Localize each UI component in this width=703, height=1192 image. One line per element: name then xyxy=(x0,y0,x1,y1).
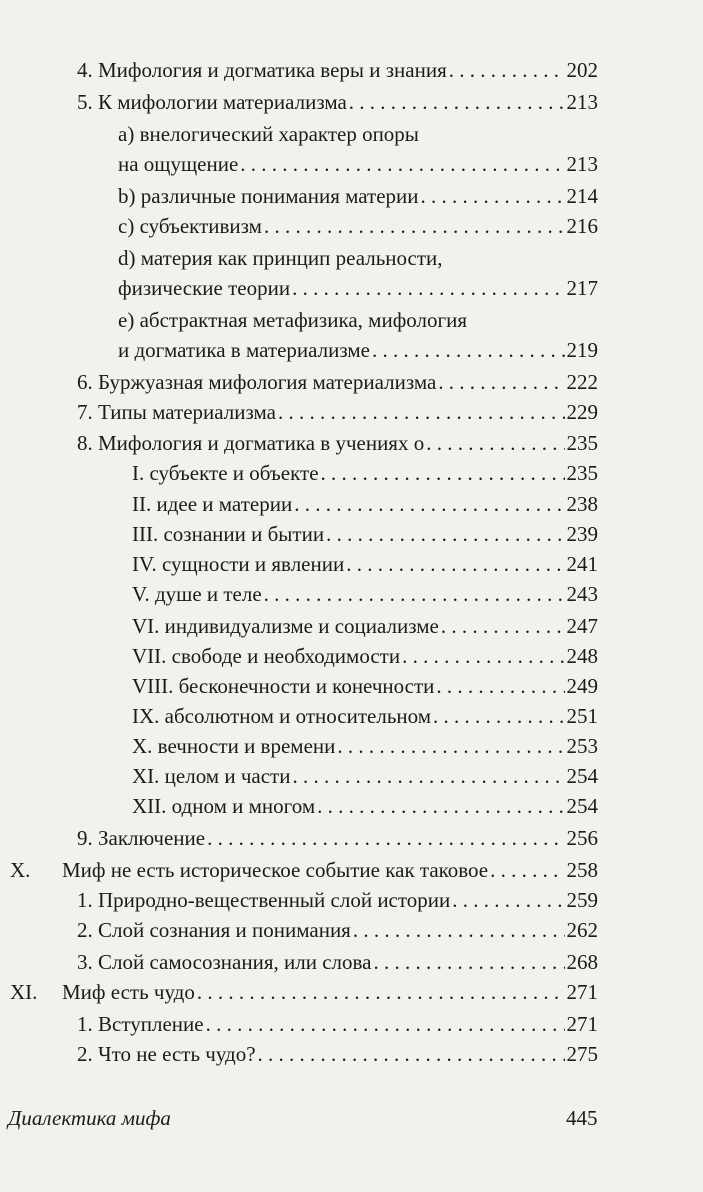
toc-label: Миф не есть историческое событие как таковое xyxy=(62,858,489,882)
toc-page-number: 258 xyxy=(566,858,598,882)
toc-page-number: 253 xyxy=(566,734,598,758)
toc-row xyxy=(0,854,598,886)
toc-label: и догматика в материализме xyxy=(118,338,370,362)
toc-label: 1. Природно-вещественный слой истории xyxy=(77,888,451,912)
toc-page-number: 217 xyxy=(566,276,598,300)
toc-row xyxy=(0,946,598,978)
toc-label: 6. Буржуазная мифология материализма xyxy=(77,370,437,394)
dot-leader xyxy=(433,700,564,732)
toc-entry xyxy=(118,242,443,274)
toc-row xyxy=(0,822,598,854)
toc-entry xyxy=(77,1008,598,1040)
dot-leader xyxy=(258,1038,565,1070)
toc-entry xyxy=(132,457,598,489)
toc-page-number: 262 xyxy=(566,918,598,942)
toc-row xyxy=(0,760,598,792)
dot-leader xyxy=(278,396,565,428)
toc-page-number: 271 xyxy=(566,980,598,1004)
toc-row xyxy=(0,1008,598,1040)
toc-row xyxy=(0,790,598,822)
toc-row xyxy=(0,272,598,304)
toc-row xyxy=(0,578,598,610)
toc-label: VI. индивидуализме и социализме xyxy=(132,614,439,638)
toc-entry xyxy=(62,976,598,1008)
chapter-number: XI. xyxy=(10,980,38,1004)
toc-page-number: 213 xyxy=(566,90,598,114)
dot-leader xyxy=(490,854,564,886)
toc-page-number: 229 xyxy=(566,400,598,424)
toc-entry xyxy=(118,180,598,212)
toc-row xyxy=(0,118,598,150)
toc-label: V. душе и теле xyxy=(132,582,262,606)
toc-label: d) материя как принцип реальности, xyxy=(118,246,443,270)
toc-page-number: 254 xyxy=(566,764,598,788)
toc-page-number: 254 xyxy=(566,794,598,818)
toc-entry xyxy=(62,854,598,886)
toc-label: на ощущение xyxy=(118,152,239,176)
dot-leader xyxy=(353,914,565,946)
toc-label: VIII. бесконечности и конечности xyxy=(132,674,435,698)
toc-entry xyxy=(118,210,598,242)
toc-label: 3. Слой самосознания, или слова xyxy=(77,950,372,974)
toc-label: c) субъективизм xyxy=(118,214,262,238)
dot-leader xyxy=(373,946,564,978)
toc-page-number: 271 xyxy=(566,1012,598,1036)
toc-label: a) внелогический характер опоры xyxy=(118,122,419,146)
toc-label: 5. К мифологии материализма xyxy=(77,90,347,114)
toc-row xyxy=(0,488,598,520)
toc-label: 4. Мифология и догматика веры и знания xyxy=(77,58,447,82)
dot-leader xyxy=(264,210,565,242)
toc-page-number: 247 xyxy=(566,614,598,638)
toc-entry xyxy=(118,148,598,180)
toc-row xyxy=(0,640,598,672)
dot-leader xyxy=(292,272,564,304)
toc-row xyxy=(0,210,598,242)
dot-leader xyxy=(441,610,565,642)
toc-page-number: 259 xyxy=(566,888,598,912)
toc-row xyxy=(0,54,598,86)
toc-entry xyxy=(132,518,598,550)
toc-row xyxy=(0,304,598,336)
toc-label: e) абстрактная метафизика, мифология xyxy=(118,308,468,332)
toc-label: I. субъекте и объекте xyxy=(132,461,319,485)
toc-entry xyxy=(77,86,598,118)
toc-row xyxy=(0,148,598,180)
toc-page-number: 235 xyxy=(566,431,598,455)
toc-page-number: 249 xyxy=(566,674,598,698)
dot-leader xyxy=(207,822,564,854)
toc-row xyxy=(0,1038,598,1070)
dot-leader xyxy=(337,730,564,762)
toc-row xyxy=(0,518,598,550)
toc-page-number: 243 xyxy=(566,582,598,606)
dot-leader xyxy=(438,366,564,398)
toc-label: IX. абсолютном и относительном xyxy=(132,704,432,728)
dot-leader xyxy=(326,518,564,550)
toc-label: IV. сущности и явлении xyxy=(132,552,345,576)
chapter-number: X. xyxy=(10,858,31,882)
dot-leader xyxy=(206,1008,565,1040)
toc-page-number: 256 xyxy=(566,826,598,850)
toc-row xyxy=(0,396,598,428)
toc-label: III. сознании и бытии xyxy=(132,522,325,546)
folio-page-number: 445 xyxy=(566,1106,598,1130)
toc-label: b) различные понимания материи xyxy=(118,184,419,208)
toc-row xyxy=(0,914,598,946)
dot-leader xyxy=(452,884,564,916)
toc-entry xyxy=(132,700,598,732)
toc-row xyxy=(0,670,598,702)
toc-row xyxy=(0,242,598,274)
toc-entry xyxy=(77,914,598,946)
toc-label: 2. Слой сознания и понимания xyxy=(77,918,351,942)
toc-entry xyxy=(77,884,598,916)
toc-row xyxy=(0,457,598,489)
dot-leader xyxy=(294,488,564,520)
toc-entry xyxy=(77,946,598,978)
toc-entry xyxy=(118,334,598,366)
toc-page-number: 251 xyxy=(566,704,598,728)
toc-row xyxy=(0,700,598,732)
toc-label: 2. Что не есть чудо? xyxy=(77,1042,256,1066)
toc-row xyxy=(0,427,598,459)
toc-entry xyxy=(77,54,598,86)
toc-entry xyxy=(132,730,598,762)
toc-row xyxy=(0,548,598,580)
toc-row xyxy=(0,86,598,118)
toc-row xyxy=(0,366,598,398)
toc-entry xyxy=(77,822,598,854)
toc-row xyxy=(0,884,598,916)
toc-page-number: 248 xyxy=(566,644,598,668)
toc-page-number: 202 xyxy=(566,58,598,82)
toc-page-number: 275 xyxy=(566,1042,598,1066)
dot-leader xyxy=(402,640,564,672)
toc-page-number: 222 xyxy=(566,370,598,394)
toc-entry xyxy=(132,790,598,822)
toc-entry xyxy=(118,272,598,304)
toc-entry xyxy=(132,578,598,610)
dot-leader xyxy=(421,180,565,212)
toc-page-number: 219 xyxy=(566,338,598,362)
toc-entry xyxy=(77,427,598,459)
toc-page-number: 213 xyxy=(566,152,598,176)
toc-label: II. идее и материи xyxy=(132,492,293,516)
toc-label: Миф есть чудо xyxy=(62,980,195,1004)
dot-leader xyxy=(317,790,564,822)
dot-leader xyxy=(292,760,564,792)
toc-page-number: 268 xyxy=(566,950,598,974)
dot-leader xyxy=(436,670,564,702)
toc-entry xyxy=(77,396,598,428)
toc-label: 8. Мифология и догматика в учениях о xyxy=(77,431,425,455)
toc-row xyxy=(0,976,598,1008)
toc-entry xyxy=(118,118,419,150)
toc-row xyxy=(0,730,598,762)
running-footer-title: Диалектика мифа xyxy=(8,1106,171,1130)
toc-label: XII. одном и многом xyxy=(132,794,316,818)
toc-label: X. вечности и времени xyxy=(132,734,336,758)
toc-label: VII. свободе и необходимости xyxy=(132,644,401,668)
dot-leader xyxy=(264,578,565,610)
dot-leader xyxy=(426,427,564,459)
toc-page-number: 238 xyxy=(566,492,598,516)
toc-label: 9. Заключение xyxy=(77,826,206,850)
toc-page-number: 241 xyxy=(566,552,598,576)
dot-leader xyxy=(372,334,565,366)
dot-leader xyxy=(321,457,565,489)
toc-row xyxy=(0,610,598,642)
toc-label: XI. целом и части xyxy=(132,764,291,788)
toc-entry xyxy=(132,640,598,672)
toc-entry xyxy=(132,548,598,580)
toc-entry xyxy=(132,760,598,792)
toc-entry xyxy=(132,488,598,520)
dot-leader xyxy=(197,976,565,1008)
dot-leader xyxy=(346,548,564,580)
toc-page-number: 235 xyxy=(566,461,598,485)
toc-label: 7. Типы материализма xyxy=(77,400,276,424)
toc-entry xyxy=(132,670,598,702)
dot-leader xyxy=(240,148,564,180)
toc-entry xyxy=(132,610,598,642)
toc-row xyxy=(0,180,598,212)
toc-label: 1. Вступление xyxy=(77,1012,204,1036)
toc-entry xyxy=(77,366,598,398)
toc-row xyxy=(0,334,598,366)
dot-leader xyxy=(449,54,565,86)
toc-entry xyxy=(118,304,467,336)
toc-label: физические теории xyxy=(118,276,291,300)
toc-page-number: 216 xyxy=(566,214,598,238)
dot-leader xyxy=(349,86,565,118)
toc-page-number: 214 xyxy=(566,184,598,208)
toc-page-number: 239 xyxy=(566,522,598,546)
toc-entry xyxy=(77,1038,598,1070)
